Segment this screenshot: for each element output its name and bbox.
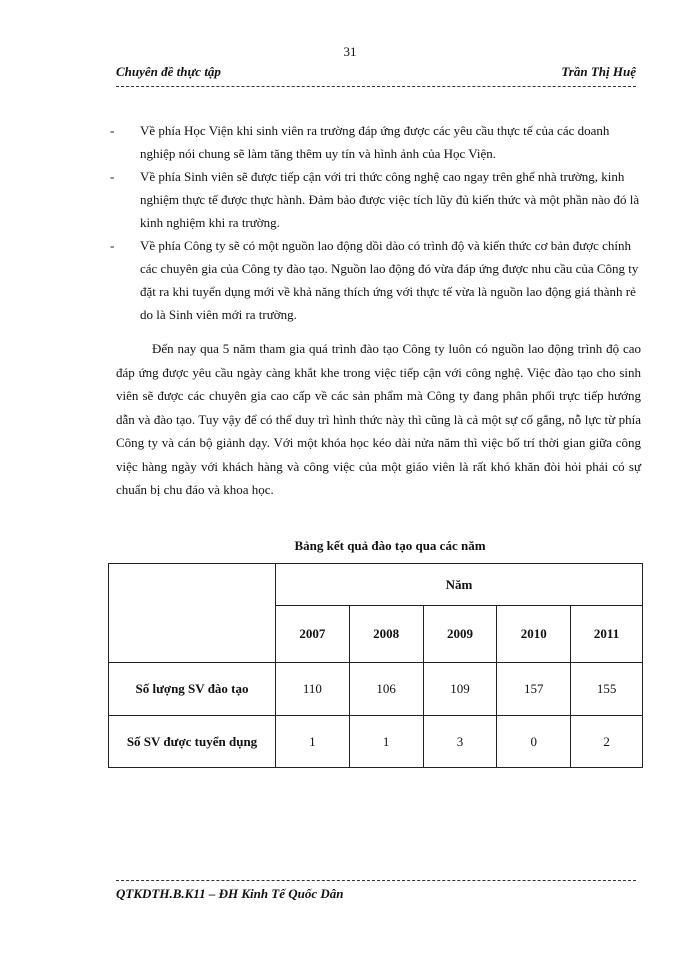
page-footer: QTKDTH.B.K11 – ĐH Kinh Tế Quốc Dân <box>116 886 344 901</box>
bullet-list <box>110 119 640 326</box>
table-cell: 3 <box>423 716 497 768</box>
table-cell: 2 <box>571 716 643 768</box>
table-row <box>109 716 643 768</box>
table-cell: 109 <box>423 663 497 716</box>
list-item <box>110 119 640 165</box>
body-paragraph: Đến nay qua 5 năm tham gia quá trình đào tạo Công ty luôn có nguồn lao động trình độ cao đáp ứng được yêu cầu ngày càng khắt khe trong việc tiếp cận với công nghệ. Việc đào tạo cho sinh viên sẽ được các chuyên gia cao cấp về các sản phẩm mà Công ty đang phân phối trực tiếp hướng dẫn và đào tạo. Tuy vậy để có thể duy trì hình thức này thì cũng là cả một sự cố gắng, nỗ lực từ phía Công ty và cán bộ giảnh dạy. Với một khóa học kéo dài nửa năm thì việc bố trí thời gian giữa công việc hàng ngày với khách hàng và công việc của một giáo viên là rất khó khăn đòi hỏi phải có sự chuẩn bị chu đáo và khoa học. <box>116 341 641 497</box>
table-cell: 0 <box>497 716 571 768</box>
row-label: Số lượng SV đào tạo <box>109 663 276 716</box>
table-title: Bảng kết quả đào tạo qua các năm <box>294 538 486 553</box>
header-title: Chuyên đề thực tập <box>116 64 221 79</box>
list-item <box>110 234 640 326</box>
table-cell: 1 <box>349 716 423 768</box>
year-group-header: Năm <box>276 564 643 606</box>
page-header <box>116 64 636 86</box>
table-row <box>109 663 643 716</box>
results-table <box>108 563 643 768</box>
list-item <box>110 165 640 234</box>
bullet-text: Về phía Công ty sẽ có một nguồn lao động dồi dào có trình độ và kiến thức cơ bản được chính các chuyên gia của Công ty đào tạo. Nguồn lao động đó vừa đáp ứng được nhu cầu của Công ty đặt ra khi tuyển dụng mới về khả năng thích ứng với thực tế vừa là nguồn lao động giá thành rẻ do là Sinh viên mới ra trường. <box>140 238 639 322</box>
bullet-text: Về phía Sinh viên sẽ được tiếp cận với tri thức công nghệ cao ngay trên ghế nhà trường, kinh nghiệm thực tế được thực hành. Đảm bảo được việc tích lũy đủ kiến thức và một phần nào đó là kinh nghiệm khi ra trường. <box>140 169 640 230</box>
table-cell: 106 <box>349 663 423 716</box>
table-cell: 157 <box>497 663 571 716</box>
row-label: Số SV được tuyển dụng <box>109 716 276 768</box>
page-number: 31 <box>343 44 357 59</box>
bullet-marker: - <box>110 123 115 138</box>
year-header: 2010 <box>497 606 571 663</box>
bullet-text: Về phía Học Viện khi sinh viên ra trường đáp ứng được các yêu cầu thực tế của các doanh nghiệp nói chung sẽ làm tăng thêm uy tín và hình ảnh của Học Viện. <box>140 123 610 161</box>
footer-divider <box>116 880 636 881</box>
table-cell: 155 <box>571 663 643 716</box>
bullet-marker: - <box>110 169 115 184</box>
table-header-row <box>109 564 643 606</box>
year-header: 2008 <box>349 606 423 663</box>
header-divider <box>116 86 636 87</box>
table-cell: 1 <box>276 716 350 768</box>
table-corner-cell <box>109 564 276 663</box>
bullet-marker: - <box>110 238 115 253</box>
year-header: 2011 <box>571 606 643 663</box>
table-cell: 110 <box>276 663 350 716</box>
year-header: 2009 <box>423 606 497 663</box>
year-header: 2007 <box>276 606 350 663</box>
header-author: Trần Thị Huệ <box>561 64 636 79</box>
